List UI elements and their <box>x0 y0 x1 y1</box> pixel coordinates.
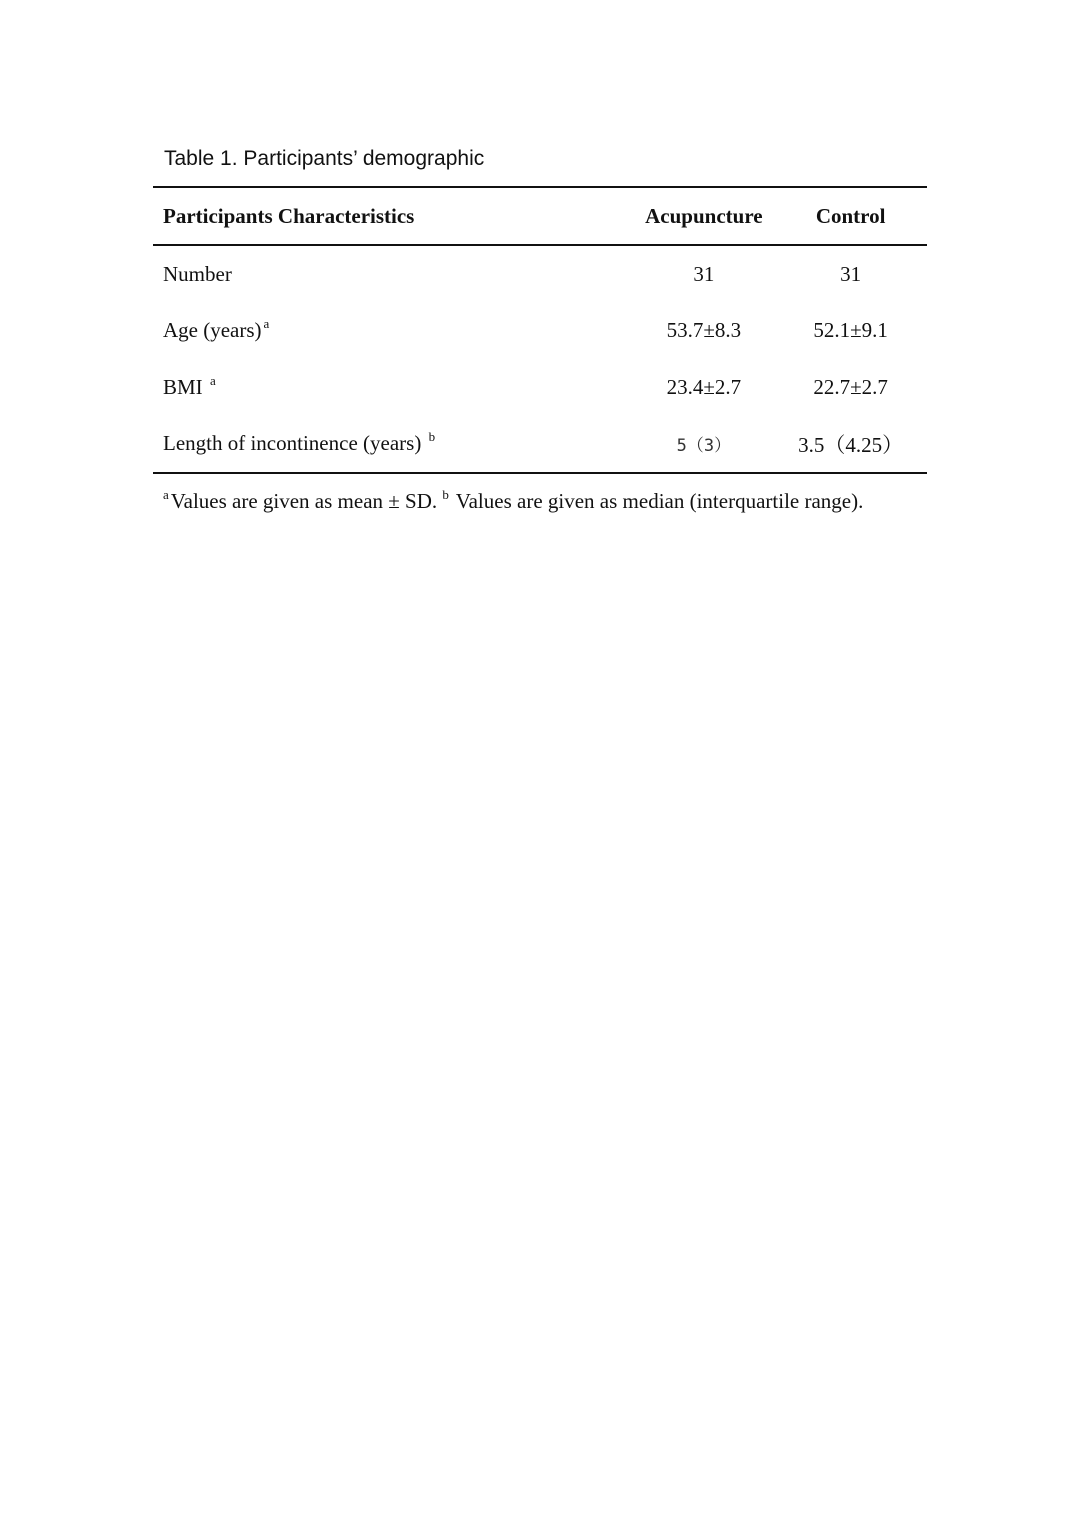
footnote-marker-a: a <box>163 487 169 502</box>
footnote-marker-b: b <box>442 487 449 502</box>
demographics-table <box>153 186 927 474</box>
row-spacer <box>903 303 927 360</box>
acupuncture-value: 5（3） <box>676 436 732 457</box>
row-spacer <box>903 359 927 416</box>
demographics-table-container <box>153 186 927 474</box>
row-spacer <box>903 416 927 474</box>
row-label-text: BMI <box>163 374 208 399</box>
table-header-row <box>153 187 927 245</box>
row-label <box>153 303 610 360</box>
table-row <box>153 359 927 416</box>
table-row <box>153 303 927 360</box>
row-label <box>153 245 610 303</box>
header-spacer <box>903 187 927 245</box>
row-label-text: Length of incontinence (years) <box>163 431 427 456</box>
acupuncture-value: 23.4±2.7 <box>666 374 742 399</box>
control-value: 31 <box>840 261 862 286</box>
acupuncture-value: 53.7±8.3 <box>666 318 742 343</box>
table-row <box>153 416 927 474</box>
control-value: 3.5（4.25） <box>798 432 904 457</box>
table-row <box>153 245 927 303</box>
footnote-marker: b <box>428 429 436 445</box>
header-control: Control <box>815 203 886 228</box>
footnote-text-b: Values are given as median (interquartile range). <box>450 489 864 513</box>
row-label-text: Age (years) <box>163 318 262 343</box>
control-value: 52.1±9.1 <box>813 318 888 343</box>
table-footnote <box>163 488 863 517</box>
acupuncture-value: 31 <box>693 261 715 286</box>
footnote-marker: a <box>209 372 216 388</box>
table-caption: Table 1. Participants’ demographic <box>164 147 485 170</box>
row-label <box>153 416 610 474</box>
row-label <box>153 359 610 416</box>
footnote-text-a: Values are given as mean ± SD. <box>170 489 443 513</box>
header-characteristics: Participants Characteristics <box>163 203 415 228</box>
header-acupuncture: Acupuncture <box>645 203 763 228</box>
row-spacer <box>903 245 927 303</box>
footnote-marker: a <box>263 316 270 332</box>
row-label-text: Number <box>163 261 232 286</box>
control-value: 22.7±2.7 <box>813 374 888 399</box>
